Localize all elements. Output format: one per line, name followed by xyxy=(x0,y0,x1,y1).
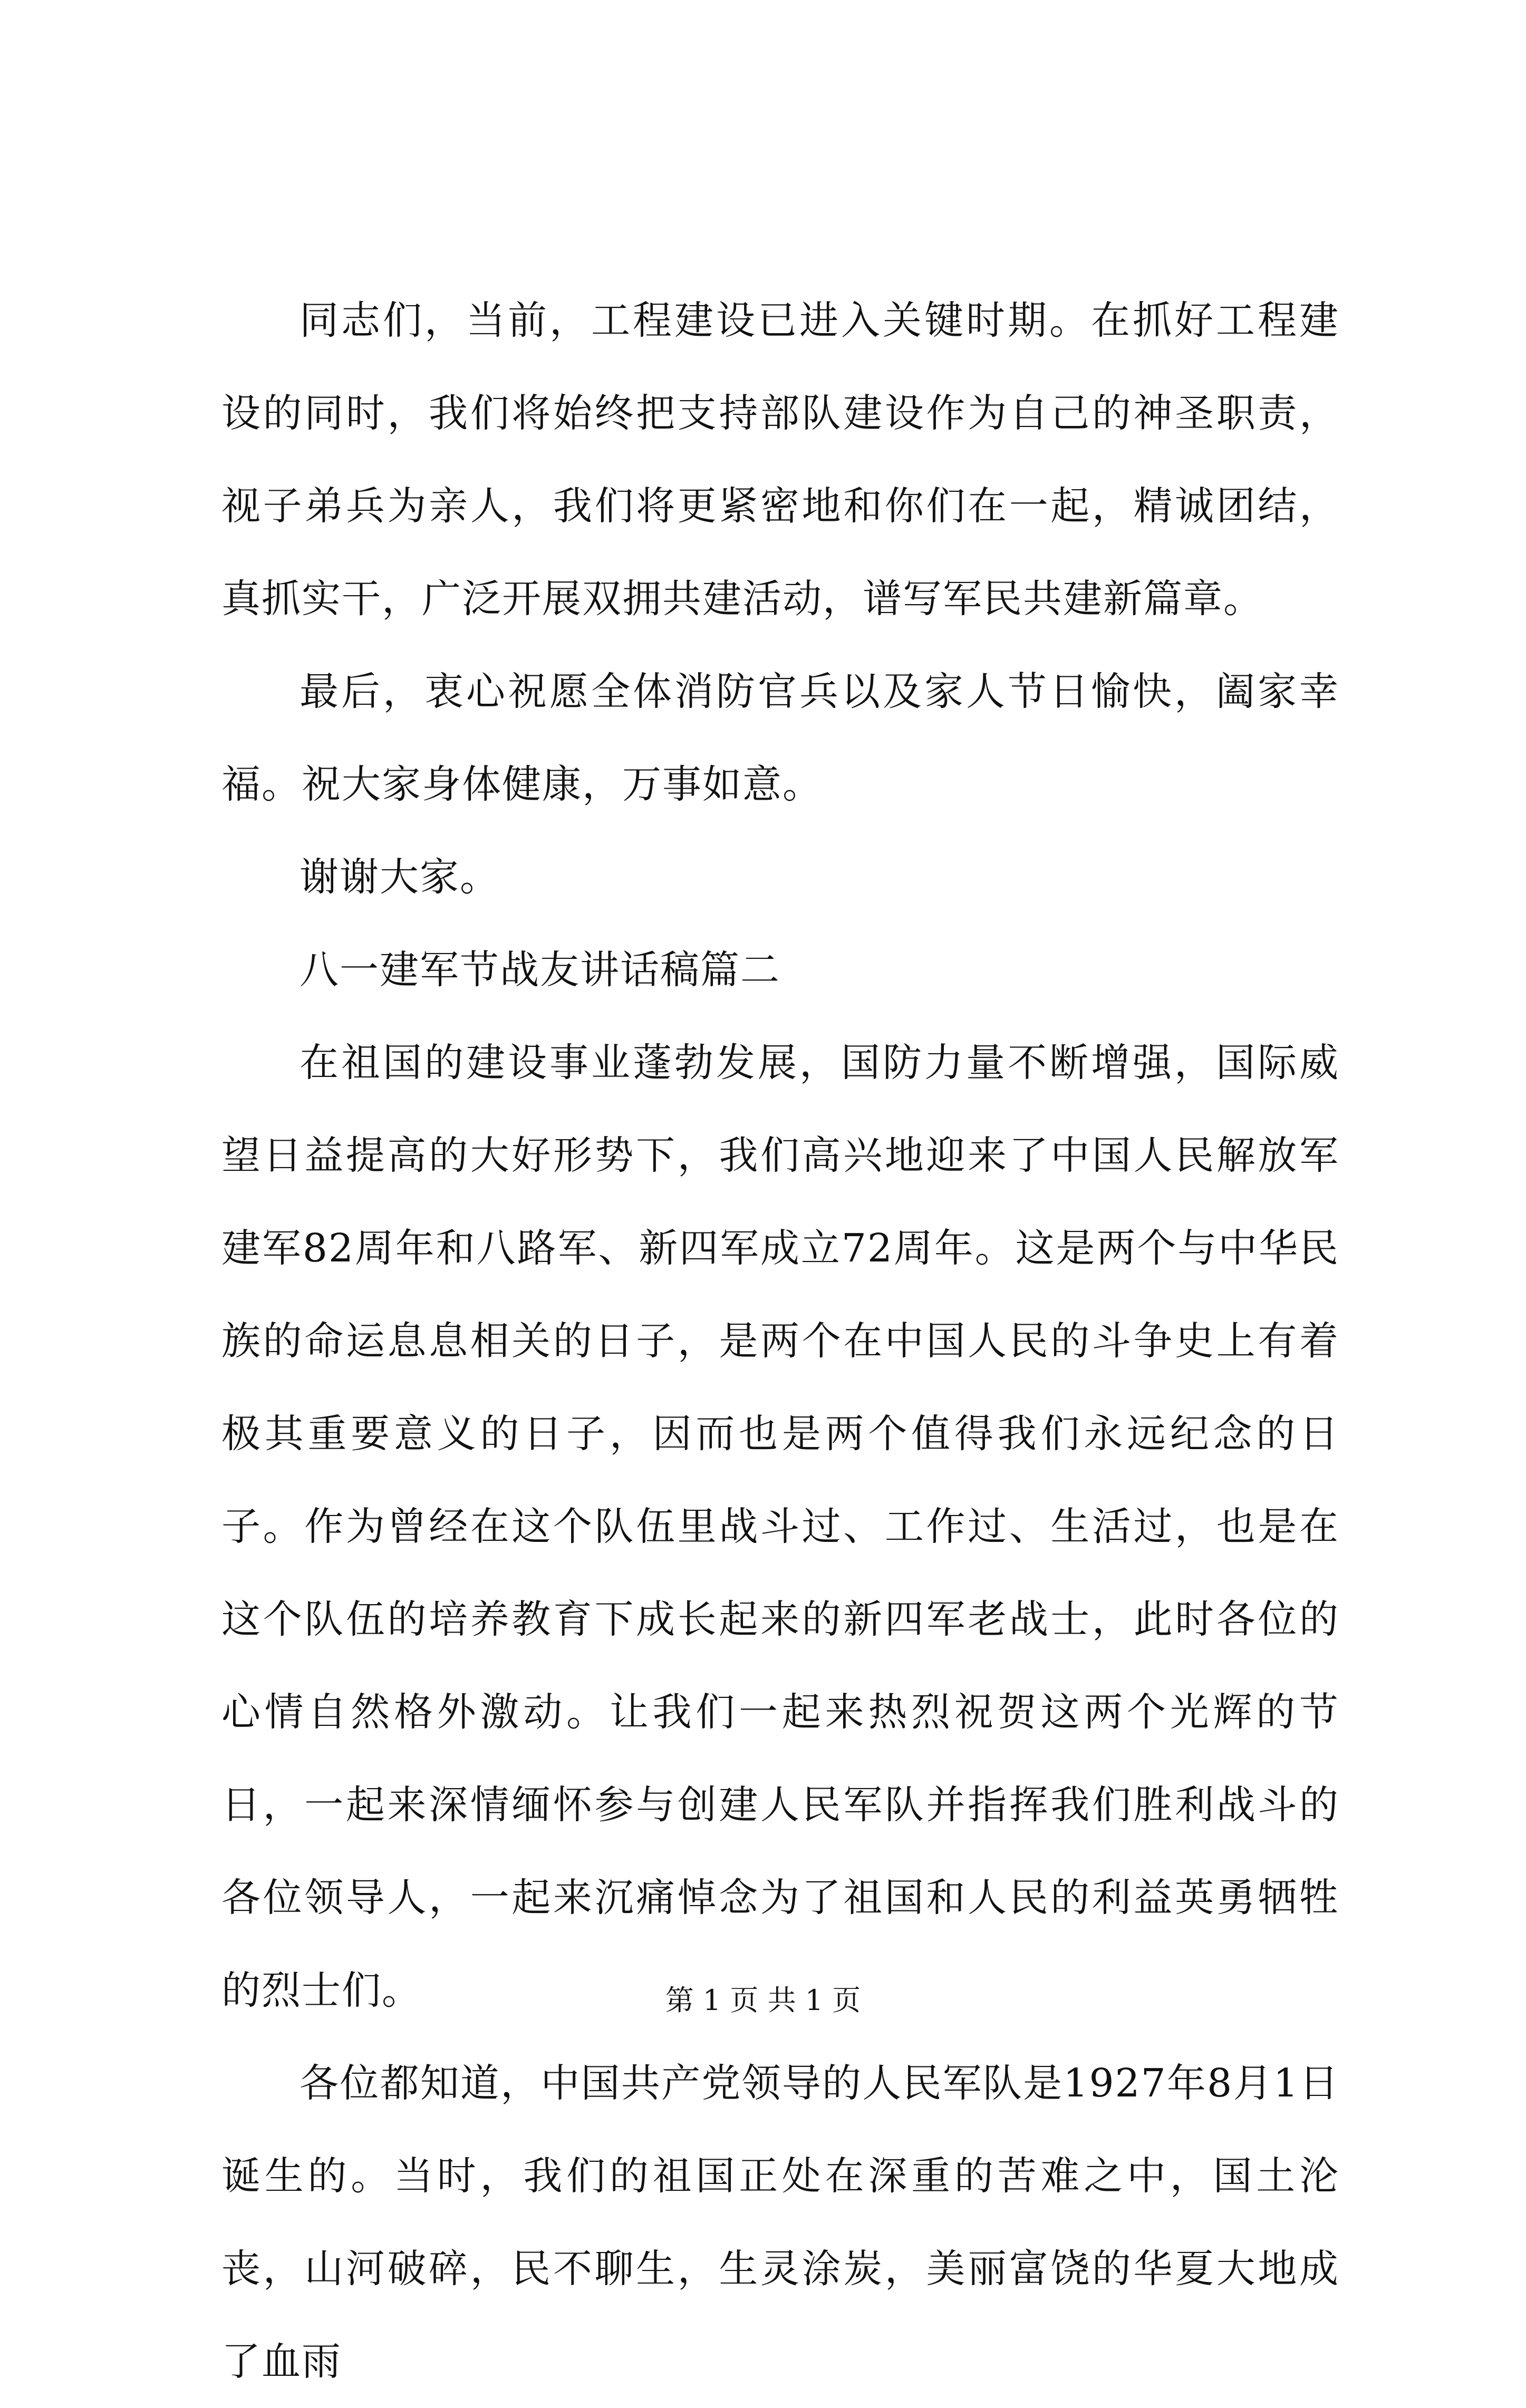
section-heading: 八一建军节战友讲话稿篇二 xyxy=(300,947,780,993)
paragraph-2: 最后，衷心祝愿全体消防官兵以及家人节日愉快，阖家幸福。祝大家身体健康，万事如意。 xyxy=(221,669,1339,807)
paragraph-3: 谢谢大家。 xyxy=(300,855,500,900)
document-body xyxy=(221,274,1339,2408)
paragraph-6: 各位都知道，中国共产党领导的人民军队是1927年8月1日诞生的。当时，我们的祖国正处在深重的苦难之中，国土沦丧，山河破碎，民不聊生，生灵涂炭，美丽富饶的华夏大地成了血雨 xyxy=(221,2061,1339,2384)
page-footer: 第 1 页 共 1 页 xyxy=(665,1984,861,2017)
paragraph-1: 同志们，当前，工程建设已进入关键时期。在抓好工程建设的同时，我们将始终把支持部队建设作为自己的神圣职责，视子弟兵为亲人，我们将更紧密地和你们在一起，精诚团结，真抓实干，广泛开展双拥共建活动，谱写军民共建新篇章。 xyxy=(221,298,1339,622)
paragraph-5: 在祖国的建设事业蓬勃发展，国防力量不断增强，国际威望日益提高的大好形势下，我们高兴地迎来了中国人民解放军建军82周年和八路军、新四军成立72周年。这是两个与中华民族的命运息息相关的日子，是两个在中国人民的斗争史上有着极其重要意义的日子，因而也是两个值得我们永远纪念的日子。作为曾经在这个队伍里战斗过、工作过、生活过，也是在这个队伍的培养教育下成长起来的新四军老战士，此时各位的心情自然格外激动。让我们一起来热烈祝贺这两个光辉的节日，一起来深情缅怀参与创建人民军队并指挥我们胜利战斗的各位领导人，一起来沉痛悼念为了祖国和人民的利益英勇牺牲的烈士们。 xyxy=(221,1040,1339,2013)
